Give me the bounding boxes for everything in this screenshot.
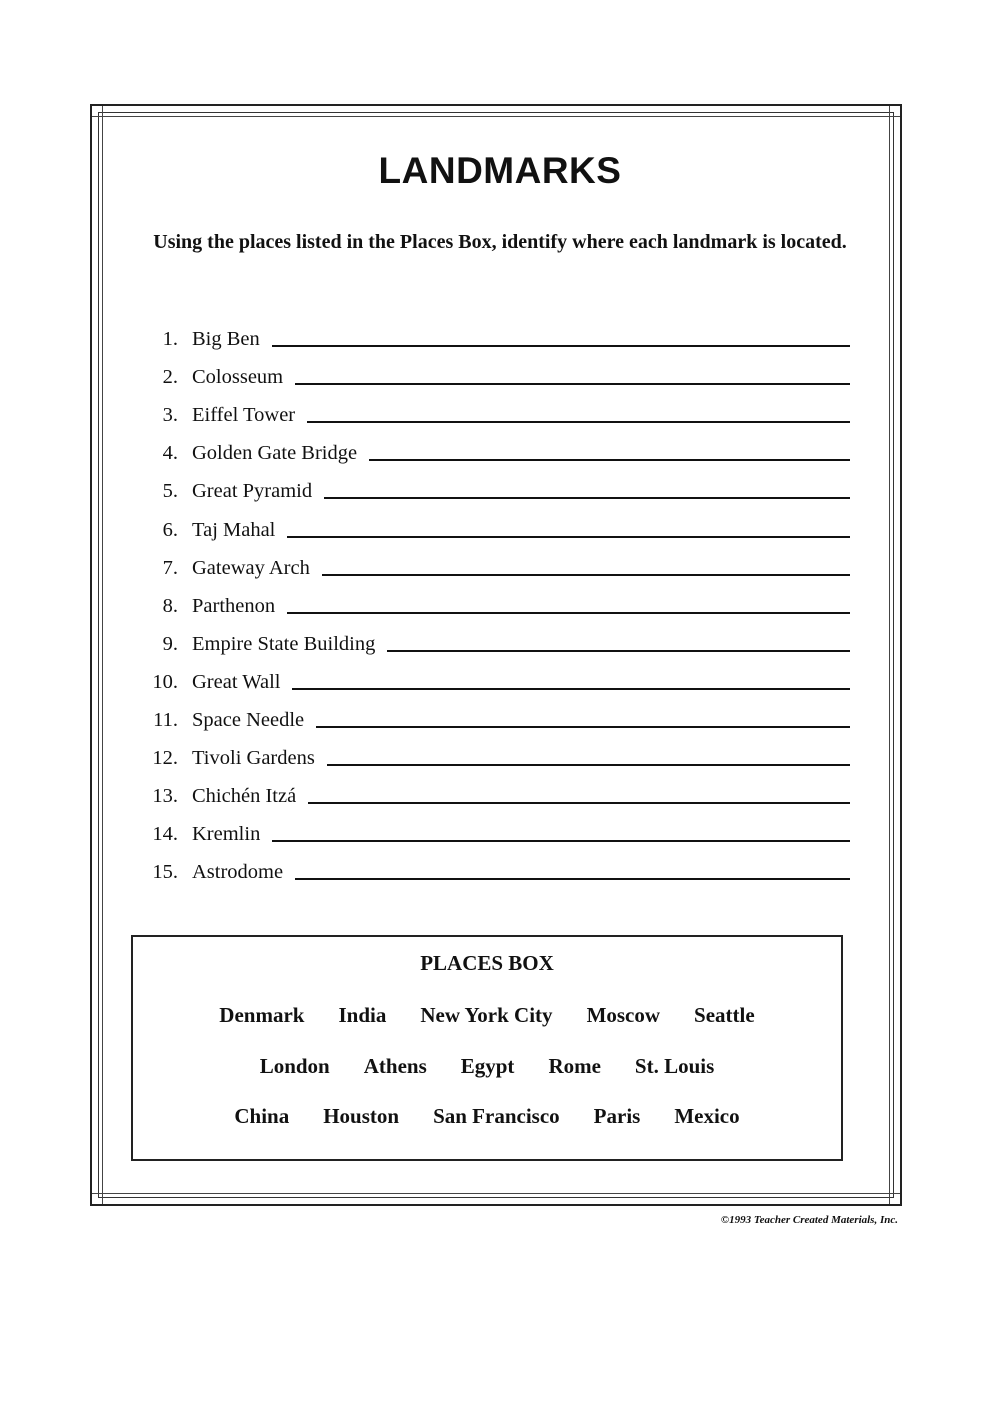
answer-blank[interactable] xyxy=(307,420,850,423)
landmark-name: Chichén Itzá xyxy=(192,785,297,808)
landmark-row xyxy=(140,389,850,427)
landmark-number: 5. xyxy=(162,480,178,503)
place-item: Houston xyxy=(323,1104,400,1128)
landmark-name: Taj Mahal xyxy=(192,518,276,541)
landmark-name: Space Needle xyxy=(192,709,305,732)
landmark-name: Colosseum xyxy=(192,366,284,389)
landmark-row xyxy=(140,503,850,541)
border-rule xyxy=(92,1193,900,1194)
landmark-row xyxy=(140,580,850,618)
answer-blank[interactable] xyxy=(324,496,850,499)
landmark-number: 6. xyxy=(162,518,178,541)
landmark-name: Parthenon xyxy=(192,594,276,617)
landmark-name: Eiffel Tower xyxy=(192,404,296,427)
place-item: China xyxy=(234,1104,290,1128)
landmark-row xyxy=(140,618,850,656)
landmark-name: Great Pyramid xyxy=(192,480,313,503)
landmark-number: 14. xyxy=(152,823,178,846)
landmark-row xyxy=(140,732,850,770)
place-item: Egypt xyxy=(460,1054,515,1078)
place-item: San Francisco xyxy=(433,1104,560,1128)
place-item: Paris xyxy=(593,1104,641,1128)
answer-blank[interactable] xyxy=(272,839,850,842)
places-box xyxy=(131,935,843,1161)
landmark-name: Astrodome xyxy=(192,861,284,884)
landmark-row xyxy=(140,313,850,351)
landmark-name: Gateway Arch xyxy=(192,556,310,579)
places-row xyxy=(133,1054,841,1079)
border-rule xyxy=(889,106,890,1204)
border-rule xyxy=(102,106,103,1204)
place-item: Mexico xyxy=(674,1104,740,1128)
landmark-number: 11. xyxy=(153,709,178,732)
landmark-number: 10. xyxy=(152,670,178,693)
answer-blank[interactable] xyxy=(295,382,850,385)
answer-blank[interactable] xyxy=(287,535,850,538)
places-row xyxy=(133,1104,841,1129)
places-row xyxy=(133,1003,841,1028)
landmark-row xyxy=(140,351,850,389)
landmark-number: 8. xyxy=(162,594,178,617)
place-item: Denmark xyxy=(219,1003,305,1027)
places-box-title: PLACES BOX xyxy=(420,951,554,975)
copyright-notice: ©1993 Teacher Created Materials, Inc. xyxy=(720,1214,898,1226)
answer-blank[interactable] xyxy=(308,801,850,804)
border-rule xyxy=(92,116,900,117)
landmark-number: 12. xyxy=(152,747,178,770)
landmark-list xyxy=(140,313,850,884)
place-item: Seattle xyxy=(694,1003,755,1027)
answer-blank[interactable] xyxy=(387,649,850,652)
place-item: Rome xyxy=(548,1054,601,1078)
place-item: London xyxy=(259,1054,330,1078)
landmark-row xyxy=(140,808,850,846)
landmark-number: 9. xyxy=(162,632,178,655)
landmark-name: Great Wall xyxy=(192,670,281,693)
landmark-row xyxy=(140,427,850,465)
landmark-name: Tivoli Gardens xyxy=(192,747,315,770)
page-title: LANDMARKS xyxy=(378,150,622,191)
landmark-name: Empire State Building xyxy=(192,632,376,655)
landmark-row xyxy=(140,694,850,732)
landmark-row xyxy=(140,770,850,808)
place-item: Moscow xyxy=(586,1003,661,1027)
place-item: Athens xyxy=(363,1054,427,1078)
landmark-number: 2. xyxy=(162,366,178,389)
answer-blank[interactable] xyxy=(295,877,850,880)
answer-blank[interactable] xyxy=(272,344,850,347)
answer-blank[interactable] xyxy=(316,725,850,728)
landmark-row xyxy=(140,465,850,503)
answer-blank[interactable] xyxy=(369,458,850,461)
answer-blank[interactable] xyxy=(287,611,850,614)
place-item: New York City xyxy=(420,1003,553,1027)
landmark-number: 7. xyxy=(162,556,178,579)
landmark-number: 15. xyxy=(152,861,178,884)
landmark-name: Golden Gate Bridge xyxy=(192,442,358,465)
landmark-name: Big Ben xyxy=(192,328,260,351)
landmark-row xyxy=(140,656,850,694)
answer-blank[interactable] xyxy=(292,687,850,690)
answer-blank[interactable] xyxy=(322,573,850,576)
landmark-number: 4. xyxy=(162,442,178,465)
landmark-name: Kremlin xyxy=(192,823,261,846)
landmark-number: 3. xyxy=(162,404,178,427)
place-item: India xyxy=(338,1003,387,1027)
place-item: St. Louis xyxy=(634,1054,715,1078)
answer-blank[interactable] xyxy=(327,763,850,766)
landmark-row xyxy=(140,846,850,884)
instructions: Using the places listed in the Places Box, identify where each landmark is located. xyxy=(153,231,847,253)
landmark-number: 1. xyxy=(162,328,178,351)
landmark-row xyxy=(140,542,850,580)
landmark-number: 13. xyxy=(152,785,178,808)
